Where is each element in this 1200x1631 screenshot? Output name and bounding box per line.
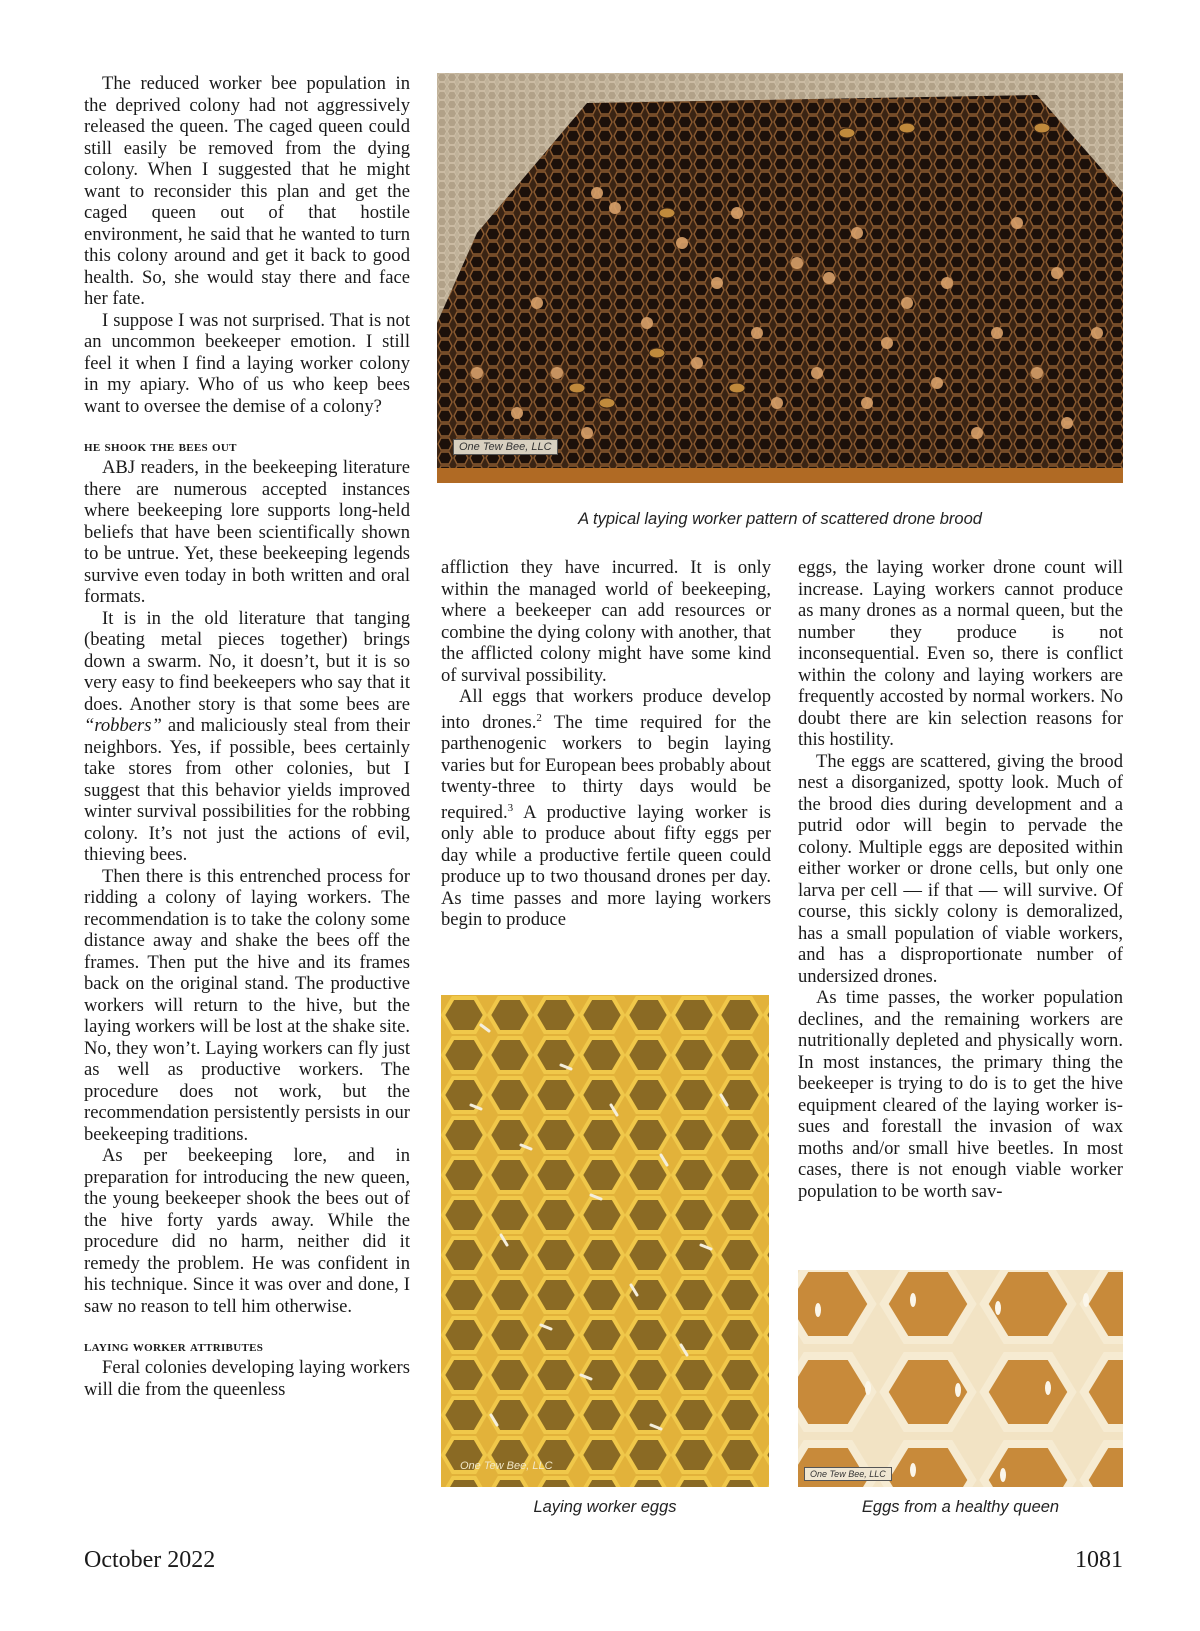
footnote-marker: 3 [507, 801, 514, 814]
article-column-2 [441, 557, 771, 931]
paragraph: I suppose I was not surprised. That is not an uncommon beekeeper emotion. I still feel it when I find a laying worker colony in my apiary. Who of us who keep bees want to oversee the demise of a colony? [84, 309, 410, 417]
comb-illustration [798, 1270, 1123, 1487]
article-column-1 [84, 73, 410, 1400]
caption-laying-worker-eggs: Laying worker eggs [533, 1498, 677, 1516]
comb-illustration [441, 995, 769, 1487]
paragraph: eggs, the laying worker drone count will increase. Laying workers cannot produce as many drones as a normal queen, but the number they produce is not inconsequential. Even so, there is conflict within the colony and laying workers are frequently accosted by normal workers. No doubt there are kin selection reasons for this hostility. [798, 557, 1123, 750]
paragraph: The reduced worker bee population in the deprived colony had not aggressively released the queen. The caged queen could still easily be removed from the dying colony. When I suggested that he might want to reconsider this plan and get the caged queen out of that hostile environment, he said that he wanted to turn this colony around and get it back to good health. So, she would stay there and face her fate. [84, 73, 410, 309]
text-run: and maliciously steal from their neighbors. Yes, if possible, bees certainly take stores from other colonies, but I suggest that this behavior yields improved winter survival possibilities for the robbing colony. It’s not just the actions of evil, thieving bees. [84, 715, 410, 865]
paragraph [441, 686, 771, 931]
photo-drone-brood-pattern [437, 73, 1123, 483]
footnote-marker: 2 [536, 711, 542, 724]
page-number: 1081 [1075, 1547, 1123, 1573]
photo-credit: One Tew Bee, LLC [804, 1467, 892, 1481]
photo-laying-worker-eggs [441, 995, 769, 1487]
footer-date: October 2022 [84, 1547, 216, 1573]
section-heading: laying worker attributes [84, 1339, 264, 1355]
photo-healthy-queen-eggs [798, 1270, 1123, 1487]
paragraph: Feral colonies developing laying workers will die from the queenless [84, 1357, 410, 1400]
text-run: The time required for the parthenogenic workers to begin laying varies but for European bees probably about twenty-three to thirty days would be required. [441, 711, 771, 823]
article-column-3 [798, 557, 1123, 1202]
paragraph: As per beekeeping lore, and in preparation for introducing the new queen, the young beekeeper shook the bees out of the hive forty yards away. While the procedure did no harm, neither did it remedy the problem. He was confident in his technique. Since it was over and done, I saw no reason to tell him otherwise. [84, 1145, 410, 1317]
paragraph: affliction they have incurred. It is only within the managed world of beekeeping, where a beekeeper can add resources or combine the dying colony with another, that the afflicted colony might have some kind of survival possibility. [441, 557, 771, 686]
paragraph: As time passes, the worker population declines, and the remaining workers are nutritionally depleted and physically worn. In most instances, the primary thing the beekeeper is trying to do is to get the hive equipment cleared of the laying worker issues and forestall the invasion of wax moths and/or small hive beetles. In most cases, there is not enough viable worker population to be worth sav- [798, 987, 1123, 1202]
text-run: It is in the old literature that tanging (beating metal pieces together) brings down a swarm. No, it doesn’t, but it is so very easy to find beekeepers who say that it does. Another story is that some bees are [84, 607, 410, 715]
paragraph [84, 608, 410, 866]
comb-illustration [437, 73, 1123, 483]
paragraph: Then there is this entrenched process for ridding a colony of laying workers. The recommendation is to take the colony some distance away and shake the bees off the frames. Then put the hive and its frames back on the original stand. The productive workers will return to the hive, but the laying workers will be lost at the shake site. No, they won’t. Laying workers can fly just as well as productive workers. The procedure does not work, but the recommendation persistently persists in our beekeeping traditions. [84, 865, 410, 1145]
text-run: A productive laying worker is only able to produce about fifty eggs per day while a productive fertile queen could produce up to two thousand drones per day. As time passes and more laying workers begin to produce [441, 801, 771, 931]
emphasis: “robbers” [84, 715, 162, 736]
section-heading: he shook the bees out [84, 439, 237, 455]
paragraph: ABJ readers, in the beekeeping literature there are numerous accepted instances where beekeeping lore supports long-held beliefs that have been scientifically shown to be untrue. Yet, these beekeeping legends survive even today in both written and oral formats. [84, 457, 410, 607]
photo-credit: One Tew Bee, LLC [460, 1460, 553, 1472]
paragraph: The eggs are scattered, giving the brood nest a disorganized, spotty look. Much of the brood dies during development and a putrid odor will begin to pervade the colony. Multiple eggs are deposited within either worker or drone cells, but only one larva per cell — if that — will survive. Of course, this sickly colony is demoralized, has a small population of viable workers, and has a disproportionate number of undersized drones. [798, 750, 1123, 987]
caption-top-photo: A typical laying worker pattern of scattered drone brood [578, 510, 982, 528]
caption-healthy-queen-eggs: Eggs from a healthy queen [861, 1498, 1060, 1516]
text-run: All eggs that workers produce develop into drones. [441, 686, 771, 733]
photo-credit: One Tew Bee, LLC [453, 439, 558, 455]
